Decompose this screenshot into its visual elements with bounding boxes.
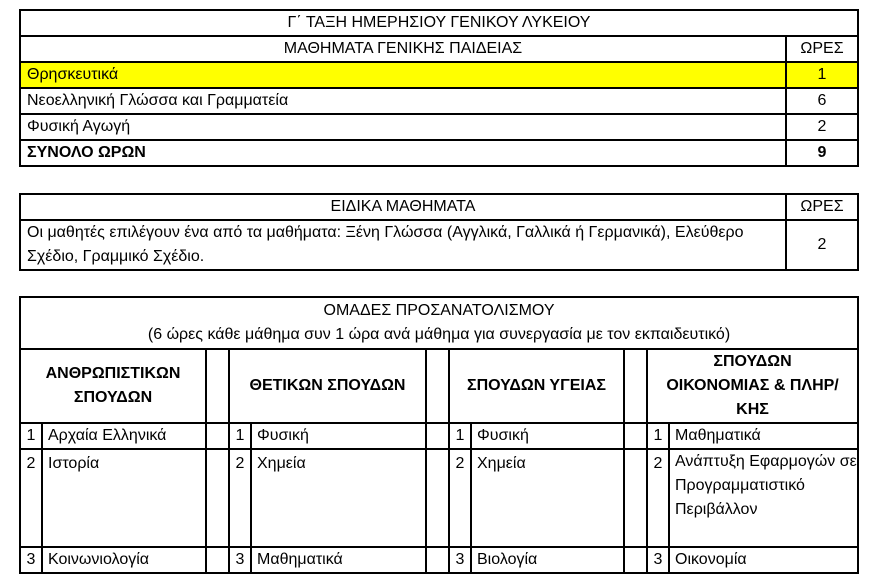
subjects-header: ΜΑΘΗΜΑΤΑ ΓΕΝΙΚΗΣ ΠΑΙΔΕΙΑΣ — [20, 36, 786, 62]
subject-cell: Φυσική — [251, 423, 426, 449]
orientation-title-cell — [20, 297, 858, 349]
spacer — [426, 349, 449, 423]
special-subjects-description: Οι μαθητές επιλέγουν ένα από τα μαθήματα: Ξένη Γλώσσα (Αγγλικά, Γαλλικά ή Γερμανικά), Ελεύθερο Σχέδιο, Γραμμικό Σχέδιο. — [20, 220, 786, 270]
row-number: 1 — [647, 423, 669, 449]
hours-cell: 6 — [786, 88, 858, 114]
spacer — [624, 423, 647, 449]
spacer — [206, 547, 229, 573]
spacer — [426, 547, 449, 573]
group-header-sciences: ΘΕΤΙΚΩΝ ΣΠΟΥΔΩΝ — [229, 349, 426, 423]
subject-cell: Χημεία — [471, 449, 624, 547]
hours-cell: 2 — [786, 114, 858, 140]
row-number: 3 — [449, 547, 471, 573]
row-number: 3 — [229, 547, 251, 573]
total-hours: 9 — [786, 140, 858, 166]
table-row — [20, 423, 858, 449]
table-row — [20, 547, 858, 573]
group-header-economics: ΣΠΟΥΔΩΝ ΟΙΚΟΝΟΜΙΑΣ & ΠΛΗΡ/ΚΗΣ — [647, 349, 858, 423]
row-number: 2 — [229, 449, 251, 547]
hours-cell: 1 — [786, 62, 858, 88]
subject-cell: Νεοελληνική Γλώσσα και Γραμματεία — [20, 88, 786, 114]
spacer — [206, 423, 229, 449]
general-education-table — [19, 9, 859, 167]
row-number: 1 — [449, 423, 471, 449]
table-title: Γ΄ ΤΑΞΗ ΗΜΕΡΗΣΙΟΥ ΓΕΝΙΚΟΥ ΛΥΚΕΙΟΥ — [20, 10, 858, 36]
row-number: 2 — [647, 449, 669, 547]
subject-cell: Θρησκευτικά — [20, 62, 786, 88]
row-number: 2 — [449, 449, 471, 547]
subject-cell: Φυσική — [471, 423, 624, 449]
special-subjects-table — [19, 193, 859, 271]
spacer — [206, 349, 229, 423]
orientation-groups-table — [19, 296, 859, 574]
subject-cell: Ιστορία — [42, 449, 206, 547]
spacer — [624, 547, 647, 573]
table-row — [20, 114, 858, 140]
spacer — [624, 449, 647, 547]
subject-cell: Φυσική Αγωγή — [20, 114, 786, 140]
orientation-title: ΟΜΑΔΕΣ ΠΡΟΣΑΝΑΤΟΛΙΣΜΟΥ — [323, 302, 555, 319]
spacer — [426, 423, 449, 449]
group-header-health: ΣΠΟΥΔΩΝ ΥΓΕΙΑΣ — [449, 349, 624, 423]
subject-cell: Οικονομία — [669, 547, 858, 573]
subject-cell: Μαθηματικά — [251, 547, 426, 573]
row-number: 3 — [647, 547, 669, 573]
hours-header: ΩΡΕΣ — [786, 36, 858, 62]
table-row — [20, 449, 858, 547]
table-row — [20, 88, 858, 114]
hours-cell: 2 — [786, 220, 858, 270]
spacer — [624, 349, 647, 423]
spacer — [206, 449, 229, 547]
total-row — [20, 140, 858, 166]
subject-cell: Μαθηματικά — [669, 423, 858, 449]
spacer — [426, 449, 449, 547]
table-row — [20, 62, 858, 88]
subject-cell: Βιολογία — [471, 547, 624, 573]
row-number: 1 — [229, 423, 251, 449]
row-number: 3 — [20, 547, 42, 573]
subject-cell: Ανάπτυξη Εφαρμογών σε Προγραμματιστικό Περιβάλλον — [669, 449, 858, 547]
hours-header: ΩΡΕΣ — [786, 194, 858, 220]
subject-cell: Αρχαία Ελληνικά — [42, 423, 206, 449]
subject-cell: Κοινωνιολογία — [42, 547, 206, 573]
special-subjects-header: ΕΙΔΙΚΑ ΜΑΘΗΜΑΤΑ — [20, 194, 786, 220]
row-number: 1 — [20, 423, 42, 449]
subject-cell: Χημεία — [251, 449, 426, 547]
row-number: 2 — [20, 449, 42, 547]
group-header-humanities: ΑΝΘΡΩΠΙΣΤΙΚΩΝ ΣΠΟΥΔΩΝ — [20, 349, 206, 423]
total-label: ΣΥΝΟΛΟ ΩΡΩΝ — [20, 140, 786, 166]
orientation-subtitle: (6 ώρες κάθε μάθημα συν 1 ώρα ανά μάθημα για συνεργασία με τον εκπαιδευτικό) — [147, 326, 731, 343]
